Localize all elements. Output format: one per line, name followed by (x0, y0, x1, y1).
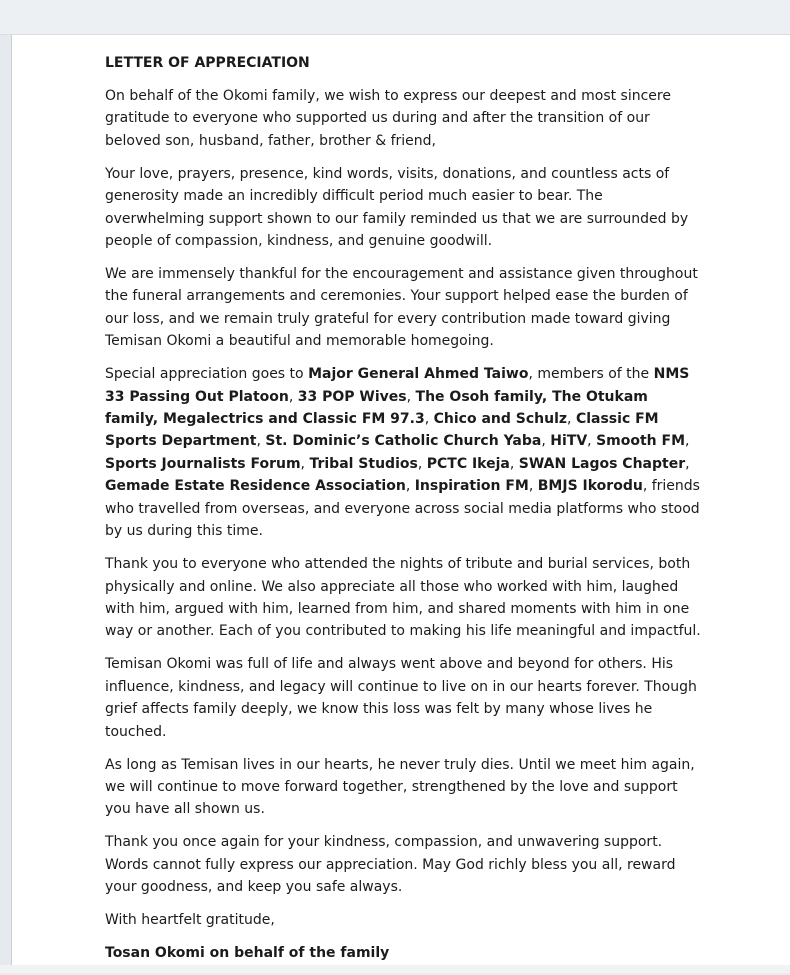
bold-name: Tribal Studios (309, 455, 418, 472)
text-segment: , (528, 478, 538, 495)
text-segment: , (406, 388, 416, 405)
top-toolbar-strip (0, 0, 790, 35)
bold-name: NMS 33 Passing Out Platoon (105, 366, 690, 405)
text-segment: , (256, 433, 266, 450)
letter-heading: LETTER OF APPRECIATION (105, 55, 310, 71)
bold-name: 33 POP Wives (297, 388, 407, 405)
text-segment: , (541, 433, 551, 450)
bold-name: BMJS Ikorodu (537, 478, 643, 495)
bold-name: St. Dominic’s Catholic Church Yaba (265, 433, 542, 450)
text-segment: , (288, 388, 298, 405)
paragraph-memory: As long as Temisan lives in our hearts, he never truly dies. Until we meet him again, we will continue to move forward together, strengthened by the love and support you have all shown us. (105, 756, 695, 818)
bold-name: Sports Journalists Forum (105, 455, 301, 472)
paragraph-attendees: Thank you to everyone who attended the nights of tribute and burial services, both physically and online. We also appreciate all those who worked with him, laughed with him, argued with him, learned from him, and shared moments with him in one way or another. Each of you contributed to making his life meaningful and impactful. (105, 556, 701, 640)
text-segment: , (417, 455, 427, 472)
paragraph-special-appreciation (105, 363, 705, 542)
closing-line: With heartfelt gratitude, (105, 912, 275, 929)
text-segment: , (587, 433, 597, 450)
bold-name: The Osoh family, The Otukam family, Megalectrics and Classic FM 97.3 (105, 388, 648, 428)
bold-name: PCTC Ikeja (426, 455, 510, 472)
bold-name: Chico and Schulz (433, 411, 568, 428)
left-margin-gutter (0, 35, 12, 965)
bold-name: Gemade Estate Residence Association (105, 478, 406, 495)
paragraph-thanks-funeral: We are immensely thankful for the encouragement and assistance given throughout the funeral arrangements and ceremonies. Your support helped ease the burden of our loss, and we remain truly grateful for every contribution made toward giving Temisan Okomi a beautiful and memorable homegoing. (105, 266, 698, 350)
signature: Tosan Okomi on behalf of the family (105, 945, 390, 962)
bold-name: Classic FM Sports Department (105, 411, 659, 450)
bold-name: Smooth FM (596, 433, 685, 450)
text-segment: , (509, 455, 519, 472)
paragraph-blessing: Thank you once again for your kindness, compassion, and unwavering support. Words cannot fully express our appreciation. May God richly bless you all, reward your goodness, and keep you safe always. (105, 834, 676, 896)
text-segment: , (405, 478, 415, 495)
text-segment: , (685, 433, 690, 450)
bold-name: HiTV (550, 433, 588, 450)
paragraph-gratitude: Your love, prayers, presence, kind words, visits, donations, and countless acts of generosity made an incredibly difficult period much easier to bear. The overwhelming support shown to our family reminded us that we are surrounded by people of compassion, kindness, and genuine goodwill. (105, 165, 689, 250)
text-segment: , (424, 411, 434, 428)
letter-body (105, 52, 705, 975)
text-segment: , (567, 411, 576, 428)
bold-name: Inspiration FM (414, 478, 529, 495)
bold-name: SWAN Lagos Chapter (518, 455, 686, 472)
bold-name: Major General Ahmed Taiwo (308, 366, 529, 383)
text-segment: , members of the (528, 366, 654, 383)
text-segment: Special appreciation goes to (105, 366, 309, 383)
document-page (12, 35, 790, 965)
text-segment: , (300, 455, 310, 472)
paragraph-tribute: Temisan Okomi was full of life and always went above and beyond for others. His influence, kindness, and legacy will continue to live on in our hearts forever. Though grief affects family deeply, we know this loss was felt by many whose lives he touched. (105, 656, 697, 740)
text-segment: , (685, 455, 690, 472)
text-segment: , friends who travelled from overseas, and everyone across social media platforms who stood by us during this time. (105, 478, 700, 540)
paragraph-intro: On behalf of the Okomi family, we wish to express our deepest and most sincere gratitude to everyone who supported us during and after the transition of our beloved son, husband, father, brother & friend, (105, 88, 671, 149)
